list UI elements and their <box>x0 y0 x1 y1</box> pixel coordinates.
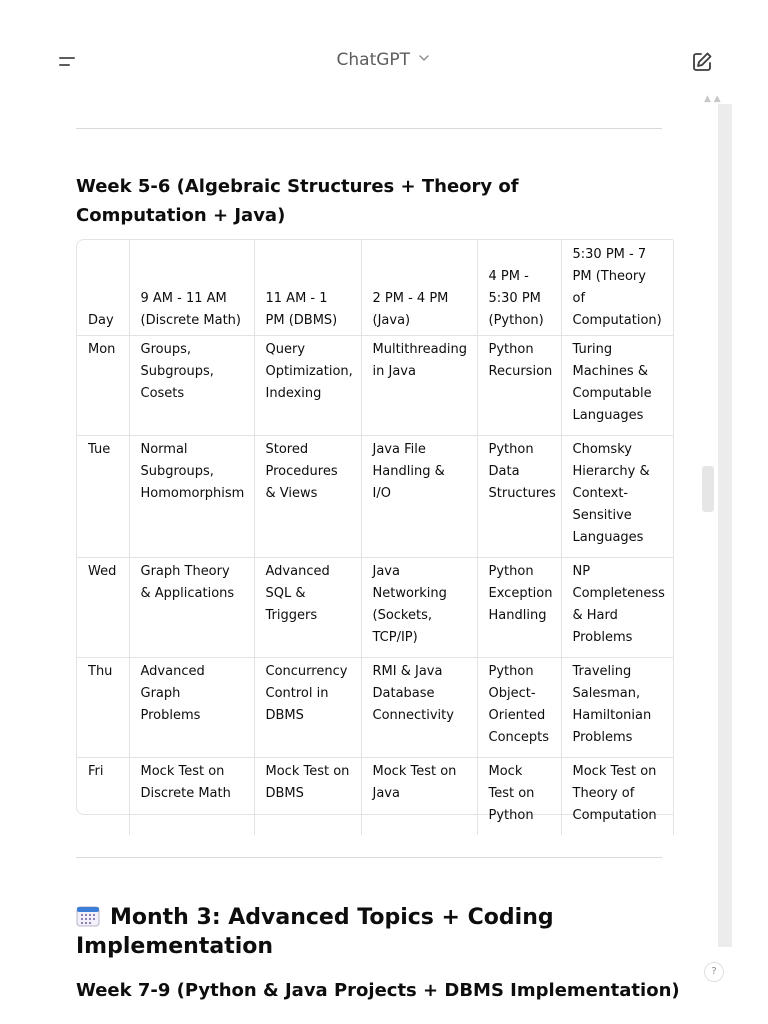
column-header: 5:30 PM - 7 PM (Theory of Computation) <box>561 240 673 336</box>
table-cell: Mon <box>77 336 129 436</box>
table-cell: Thu <box>77 658 129 758</box>
table-cell: Mock Test on Discrete Math <box>129 758 254 836</box>
column-header: Day <box>77 240 129 336</box>
table-cell: Mock Test on Python <box>477 758 561 836</box>
table-cell: Concurrency Control in DBMS <box>254 658 361 758</box>
table-cell: Wed <box>77 558 129 658</box>
table-row <box>77 658 673 758</box>
table-cell: Chomsky Hierarchy & Context-Sensitive Languages <box>561 436 673 558</box>
table-row <box>77 436 673 558</box>
scroll-up-icon[interactable]: ▲ ▲ <box>704 94 721 104</box>
table-cell: Java File Handling & I/O <box>361 436 477 558</box>
column-header: 11 AM - 1 PM (DBMS) <box>254 240 361 336</box>
column-header: 9 AM - 11 AM (Discrete Math) <box>129 240 254 336</box>
month-title-text: Month 3: Advanced Topics + Coding Implementation <box>76 905 554 959</box>
next-week-heading: Week 7-9 (Python & Java Projects + DBMS Implementation) <box>76 980 680 1001</box>
table-cell: Mock Test on Theory of Computation <box>561 758 673 836</box>
column-header: 4 PM - 5:30 PM (Python) <box>477 240 561 336</box>
table-cell: Fri <box>77 758 129 836</box>
table-cell: Advanced Graph Problems <box>129 658 254 758</box>
schedule-table <box>76 239 673 823</box>
table-cell: Tue <box>77 436 129 558</box>
chevron-down-icon[interactable] <box>417 50 431 70</box>
top-bar <box>0 0 768 124</box>
table-cell: Python Data Structures <box>477 436 561 558</box>
table-header-row <box>77 240 673 336</box>
table-cell: Turing Machines & Computable Languages <box>561 336 673 436</box>
table-cell: Stored Procedures & Views <box>254 436 361 558</box>
help-button[interactable]: ? <box>704 962 724 982</box>
table-cell: RMI & Java Database Connectivity <box>361 658 477 758</box>
table-cell: Query Optimization, Indexing <box>254 336 361 436</box>
table-cell: Graph Theory & Applications <box>129 558 254 658</box>
table-cell: Python Recursion <box>477 336 561 436</box>
table-cell: Mock Test on DBMS <box>254 758 361 836</box>
table-cell: Traveling Salesman, Hamiltonian Problems <box>561 658 673 758</box>
week-heading: Week 5-6 (Algebraic Structures + Theory of Computation + Java) <box>76 176 519 226</box>
scrollbar-track[interactable] <box>718 104 732 947</box>
table-cell: Java Networking (Sockets, TCP/IP) <box>361 558 477 658</box>
table-row <box>77 336 673 436</box>
model-selector[interactable] <box>0 50 768 70</box>
calendar-icon <box>76 905 100 927</box>
table-cell: Python Exception Handling <box>477 558 561 658</box>
divider <box>76 857 662 858</box>
table-cell: NP Completeness & Hard Problems <box>561 558 673 658</box>
table-row <box>77 758 673 836</box>
table-cell: Advanced SQL & Triggers <box>254 558 361 658</box>
scrollbar-thumb[interactable] <box>702 466 714 512</box>
month-heading <box>76 903 636 961</box>
divider <box>76 128 662 129</box>
table-cell: Normal Subgroups, Homomorphism <box>129 436 254 558</box>
table-cell: Mock Test on Java <box>361 758 477 836</box>
table-row <box>77 558 673 658</box>
new-chat-icon[interactable] <box>690 50 714 74</box>
table-cell: Multithreading in Java <box>361 336 477 436</box>
table-cell: Groups, Subgroups, Cosets <box>129 336 254 436</box>
column-header: 2 PM - 4 PM (Java) <box>361 240 477 336</box>
table-cell: Python Object-Oriented Concepts <box>477 658 561 758</box>
app-title[interactable]: ChatGPT <box>336 50 411 70</box>
